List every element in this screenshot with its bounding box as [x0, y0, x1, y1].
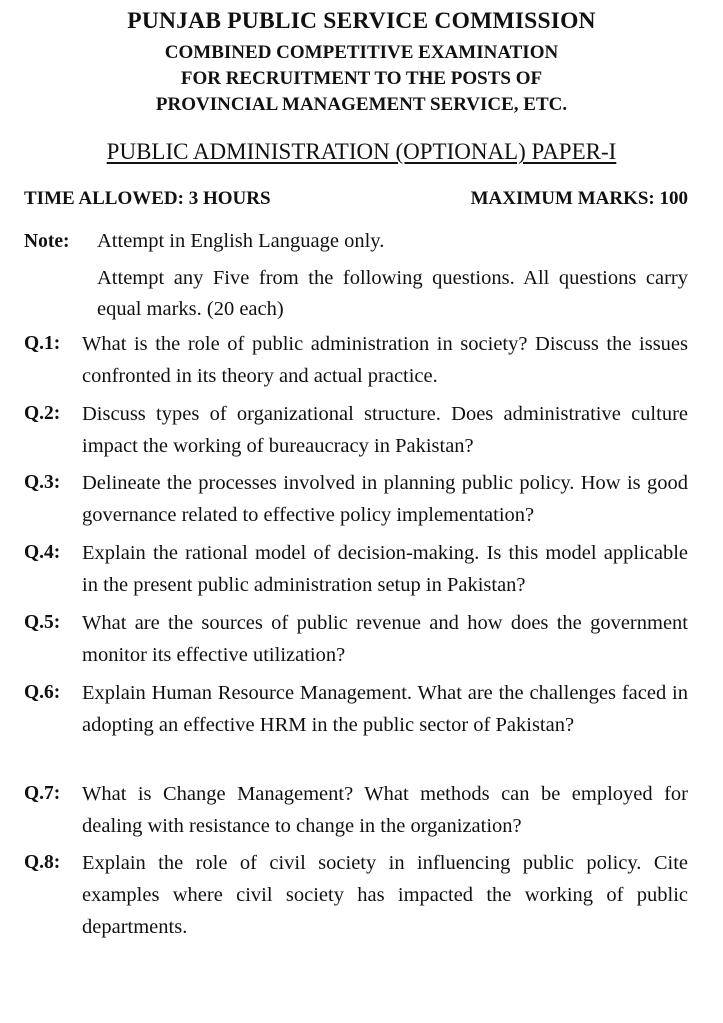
question-number: Q.5: [24, 612, 61, 633]
question-text: Explain the rational model of decision-making. Is this model applicable in the present public administration setup in Pakistan? [82, 542, 688, 596]
exam-title: COMBINED COMPETITIVE EXAMINATION [164, 42, 559, 63]
paper-title-row [0, 139, 723, 165]
question-text: Delineate the processes involved in planning public policy. How is good governance related to effective policy implementation? [82, 472, 688, 526]
question-text: Explain Human Resource Management. What are the challenges faced in adopting an effective HRM in the public sector of Pakistan? [82, 682, 688, 736]
question-number: Q.4: [24, 542, 61, 563]
service-line: PROVINCIAL MANAGEMENT SERVICE, ETC. [155, 94, 568, 115]
question-number: Q.2: [24, 403, 61, 424]
question-number: Q.6: [24, 682, 61, 703]
question-text: Discuss types of organizational structure. Does administrative culture impact the working of bureaucracy in Pakistan? [82, 403, 688, 457]
question-text: What are the sources of public revenue and how does the government monitor its effective utilization? [82, 612, 688, 666]
question-text: What is the role of public administration in society? Discuss the issues confronted in its theory and actual practice. [82, 333, 688, 387]
question-number: Q.7: [24, 783, 61, 804]
question-number: Q.1: [24, 333, 61, 354]
note-label: Note: [24, 231, 70, 252]
maximum-marks: MAXIMUM MARKS: 100 [470, 188, 688, 209]
question-number: Q.3: [24, 472, 61, 493]
paper-title: PUBLIC ADMINISTRATION (OPTIONAL) PAPER-I [106, 139, 617, 164]
recruitment-line: FOR RECRUITMENT TO THE POSTS OF [180, 68, 543, 89]
question-text: What is Change Management? What methods can be employed for dealing with resistance to change in the organization? [82, 783, 688, 837]
question-number: Q.8: [24, 852, 61, 873]
question-text: Explain the role of civil society in influencing public policy. Cite examples where civil society has impacted the working of public departments. [82, 852, 688, 938]
time-allowed: TIME ALLOWED: 3 HOURS [24, 188, 271, 209]
commission-title: PUNJAB PUBLIC SERVICE COMMISSION [127, 8, 596, 34]
note-line-2: Attempt any Five from the following questions. All questions carry equal marks. (20 each) [97, 267, 688, 320]
note-line-1: Attempt in English Language only. [97, 230, 385, 252]
